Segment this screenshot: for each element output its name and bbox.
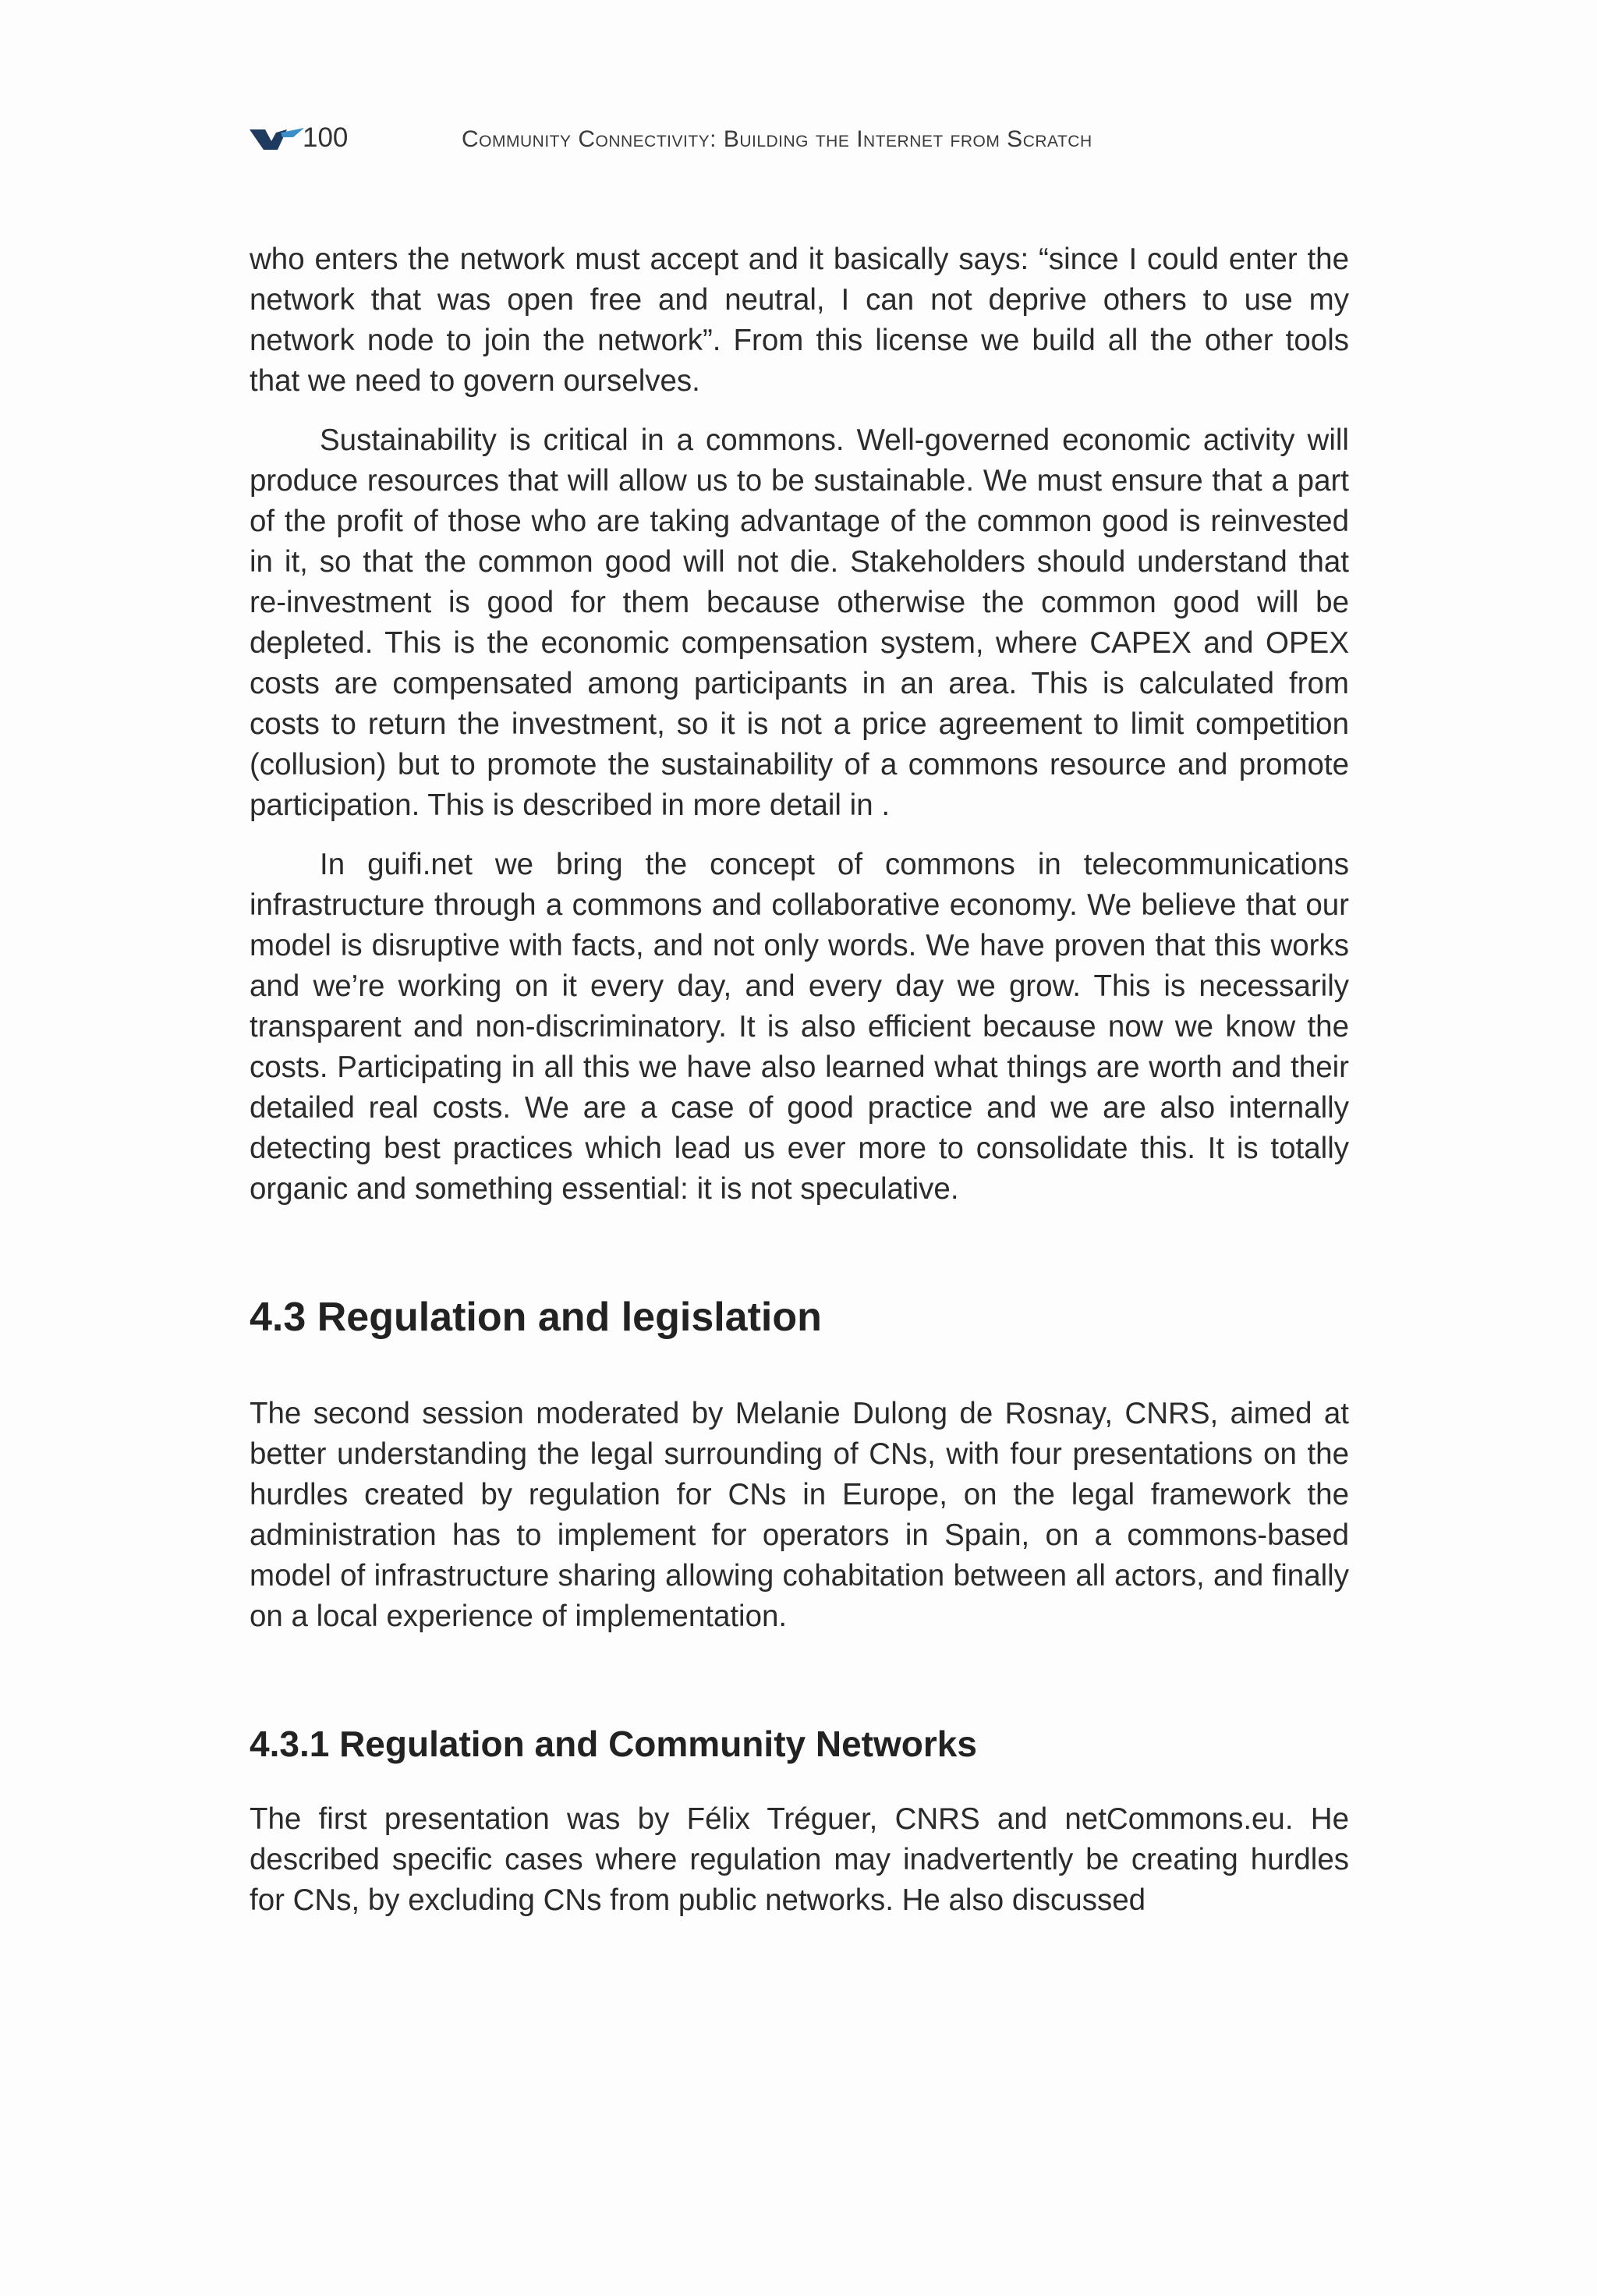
page-content	[250, 239, 1349, 1921]
subsection-heading: 4.3.1 Regulation and Community Networks	[250, 1724, 977, 1764]
body-paragraph: who enters the network must accept and it basically says: “since I could enter the network that was open free and neutral, I can not deprive others to use my network node to join the network”. From this license we build all the other tools that we need to govern ourselves.	[250, 243, 1349, 398]
book-logo-icon	[250, 128, 304, 151]
subsection-paragraph: The first presentation was by Félix Tréguer, CNRS and netCommons.eu. He described specific cases where regulation may inadvertently be creating hurdles for CNs, by excluding CNs from public networks. He also discussed	[250, 1802, 1349, 1917]
page-number: 100	[303, 122, 349, 153]
body-paragraph: In guifi.net we bring the concept of commons in telecommunications infrastructure through a commons and collaborative economy. We believe that our model is disruptive with facts, and not only words. We have proven that this works and we’re working on it every day, and every day we grow. This is necessarily transparent and non-discriminatory. It is also efficient because now we know the costs. Participating in all this we have also learned what things are worth and their detailed real costs. We are a case of good practice and we are also internally detecting best practices which lead us ever more to consolidate this. It is totally organic and something essential: it is not speculative.	[250, 848, 1349, 1206]
body-paragraph: Sustainability is critical in a commons. Well-governed economic activity will produce resources that will allow us to be sustainable. We must ensure that a part of the profit of those who are taking advantage of the common good is reinvested in it, so that the common good will not die. Stakeholders should understand that re-investment is good for them because otherwise the common good will be depleted. This is the economic compensation system, where CAPEX and OPEX costs are compensated among participants in an area. This is calculated from costs to return the investment, so it is not a price agreement to limit competition (collusion) but to promote the sustainability of a commons resource and promote participation. This is described in more detail in .	[250, 423, 1349, 822]
section-heading: 4.3 Regulation and legislation	[250, 1295, 822, 1340]
running-title: Community Connectivity: Building the Internet from Scratch	[462, 126, 1092, 152]
page-header	[250, 119, 1349, 158]
section-paragraph: The second session moderated by Melanie Dulong de Rosnay, CNRS, aimed at better understanding the legal surrounding of CNs, with four presentations on the hurdles created by regulation for CNs in Europe, on the legal framework the administration has to implement for operators in Spain, on a commons-based model of infrastructure sharing allowing cohabitation between all actors, and finally on a local experience of implementation.	[250, 1397, 1349, 1633]
